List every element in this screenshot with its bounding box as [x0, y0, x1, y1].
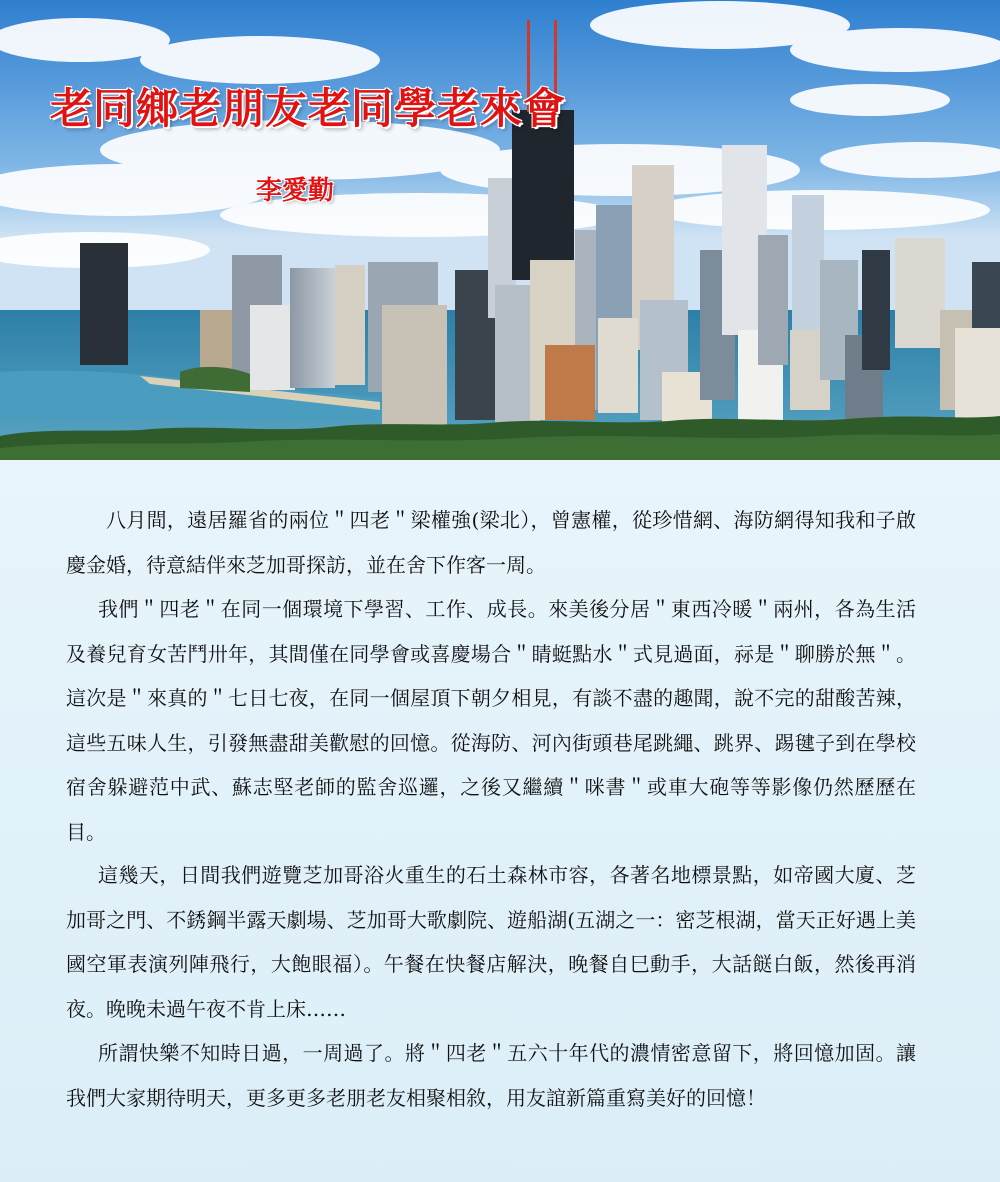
paragraph-3: 這幾天，日間我們遊覽芝加哥浴火重生的石土森林市容，各著名地標景點，如帝國大廈、芝加哥之門、不銹鋼半露天劇場、芝加哥大歌劇院、遊船湖(五湖之一：密芝根湖，當天正好遇上美國空軍表演列陣飛行，大飽眼福）。午餐在快餐店解決，晚餐自巳動手，大話餸白飯，然後再消夜。晚晚未過午夜不肯上床……: [66, 863, 916, 1021]
author-name: 李愛勤: [256, 176, 335, 206]
header-banner: [0, 0, 1000, 460]
page-title: 老同鄉老朋友老同學老來會: [50, 84, 567, 133]
article-body: [0, 460, 1000, 1182]
paragraph-1: 八月間，遠居羅省的兩位＂四老＂梁權強(梁北），曾憲權，從珍惜網、海防網得知我和子啟慶金婚，待意結伴來芝加哥探訪，並在舍下作客一周。: [66, 508, 916, 577]
paragraph-4: 所謂快樂不知時日過，一周過了。將＂四老＂五六十年代的濃情密意留下，將回憶加固。讓我們大家期待明天，更多更多老朋老友相聚相敘，用友誼新篇重寫美好的回憶！: [66, 1041, 916, 1110]
paragraph-2: 我們＂四老＂在同一個環境下學習、工作、成長。來美後分居＂東西冷暖＂兩州，各為生活及養兒育女苦鬥卅年，其間僅在同學會或喜慶場合＂睛蜓點水＂式見過面，祘是＂聊勝於無＂。這次是＂來真的＂七日七夜，在同一個屋頂下朝夕相見，有談不盡的趣聞，說不完的甜酸苦辣，這些五味人生，引發無盡甜美歡慰的回憶。從海防、河內街頭巷尾跳繩、跳界、踢毽子到在學校宿舍躲避范中武、蘇志堅老師的監舍巡邏，之後又繼續＂咪書＂或車大砲等等影像仍然歷歷在目。: [66, 597, 916, 844]
chicago-skyline-image: [0, 0, 1000, 460]
